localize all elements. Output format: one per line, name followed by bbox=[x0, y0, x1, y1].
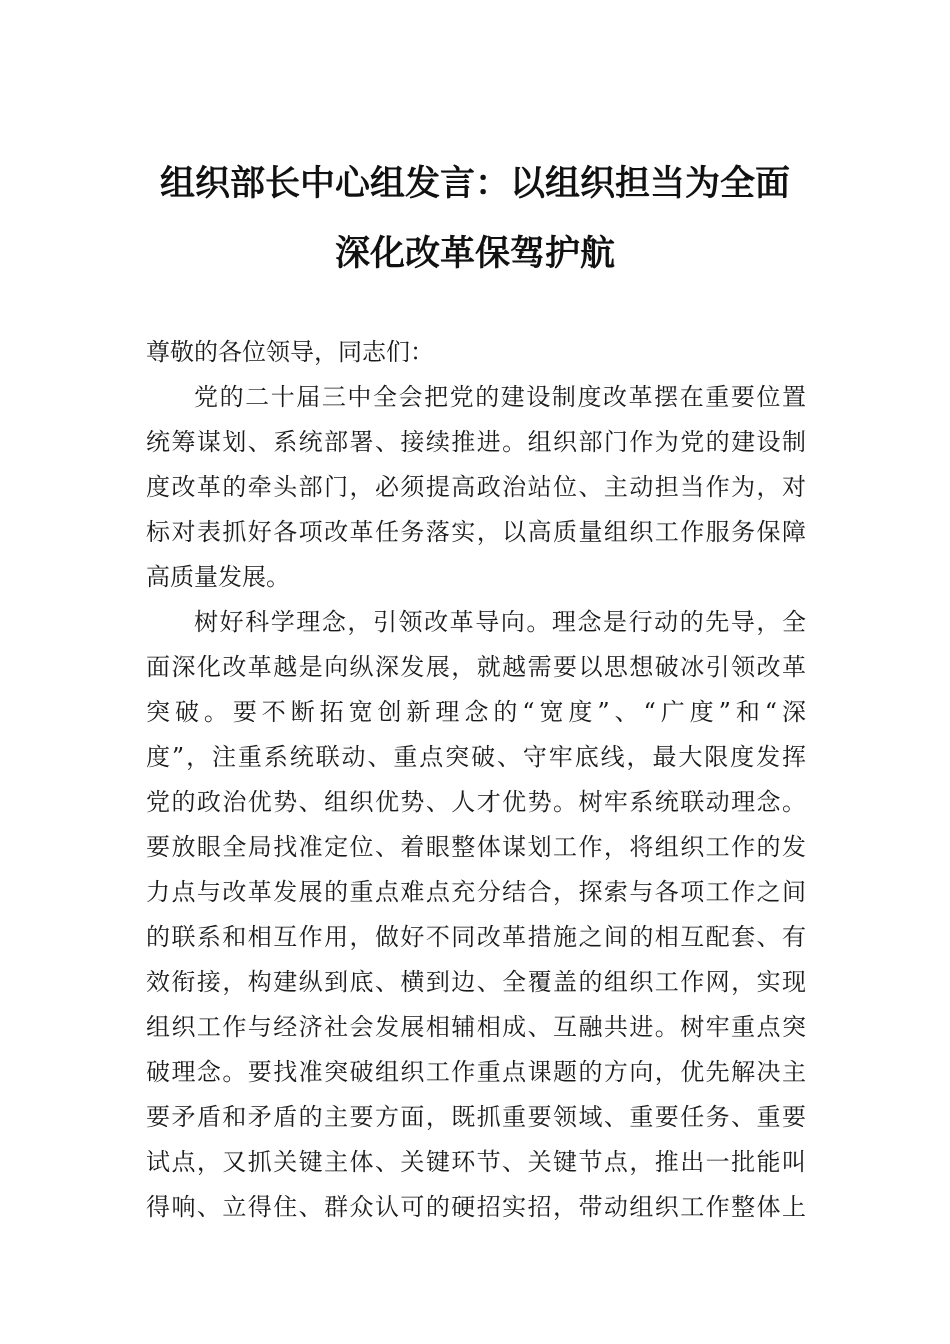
paragraph-2-line: 的联系和相互作用，做好不同改革措施之间的相互配套、有 bbox=[146, 923, 806, 951]
salutation: 尊敬的各位领导，同志们： bbox=[146, 338, 434, 366]
paragraph-2-line: 组织工作与经济社会发展相辅相成、互融共进。树牢重点突 bbox=[146, 1013, 806, 1041]
paragraph-1-line: 党的二十届三中全会把党的建设制度改革摆在重要位置 bbox=[194, 383, 806, 411]
paragraph-1-line: 统筹谋划、系统部署、接续推进。组织部门作为党的建设制 bbox=[146, 428, 806, 456]
paragraph-2-line: 要矛盾和矛盾的主要方面，既抓重要领域、重要任务、重要 bbox=[146, 1103, 806, 1131]
paragraph-2-line: 效衔接，构建纵到底、横到边、全覆盖的组织工作网，实现 bbox=[146, 968, 806, 996]
paragraph-1-line: 度改革的牵头部门，必须提高政治站位、主动担当作为，对 bbox=[146, 473, 806, 501]
paragraph-1-line: 高质量发展。 bbox=[146, 563, 290, 591]
document-title-line-2: 深化改革保驾护航 bbox=[334, 233, 615, 274]
paragraph-2-line: 突破。要不断拓宽创新理念的“宽度”、“广度”和“深 bbox=[146, 698, 806, 726]
paragraph-2-line: 破理念。要找准突破组织工作重点课题的方向，优先解决主 bbox=[146, 1058, 806, 1086]
paragraph-2-line: 面深化改革越是向纵深发展，就越需要以思想破冰引领改革 bbox=[146, 653, 806, 681]
paragraph-2-line: 要放眼全局找准定位、着眼整体谋划工作，将组织工作的发 bbox=[146, 833, 806, 861]
document-title-line-1: 组织部长中心组发言：以组织担当为全面 bbox=[159, 163, 790, 204]
paragraph-2-line: 得响、立得住、群众认可的硬招实招，带动组织工作整体上 bbox=[146, 1193, 806, 1221]
paragraph-2-line: 党的政治优势、组织优势、人才优势。树牢系统联动理念。 bbox=[146, 788, 806, 816]
paragraph-2-line: 树好科学理念，引领改革导向。理念是行动的先导，全 bbox=[194, 608, 806, 636]
paragraph-2-line: 力点与改革发展的重点难点充分结合，探索与各项工作之间 bbox=[146, 878, 806, 906]
paragraph-2-line: 度”，注重系统联动、重点突破、守牢底线，最大限度发挥 bbox=[146, 743, 806, 771]
paragraph-2-line: 试点，又抓关键主体、关键环节、关键节点，推出一批能叫 bbox=[146, 1148, 806, 1176]
paragraph-1-line: 标对表抓好各项改革任务落实，以高质量组织工作服务保障 bbox=[146, 518, 806, 546]
